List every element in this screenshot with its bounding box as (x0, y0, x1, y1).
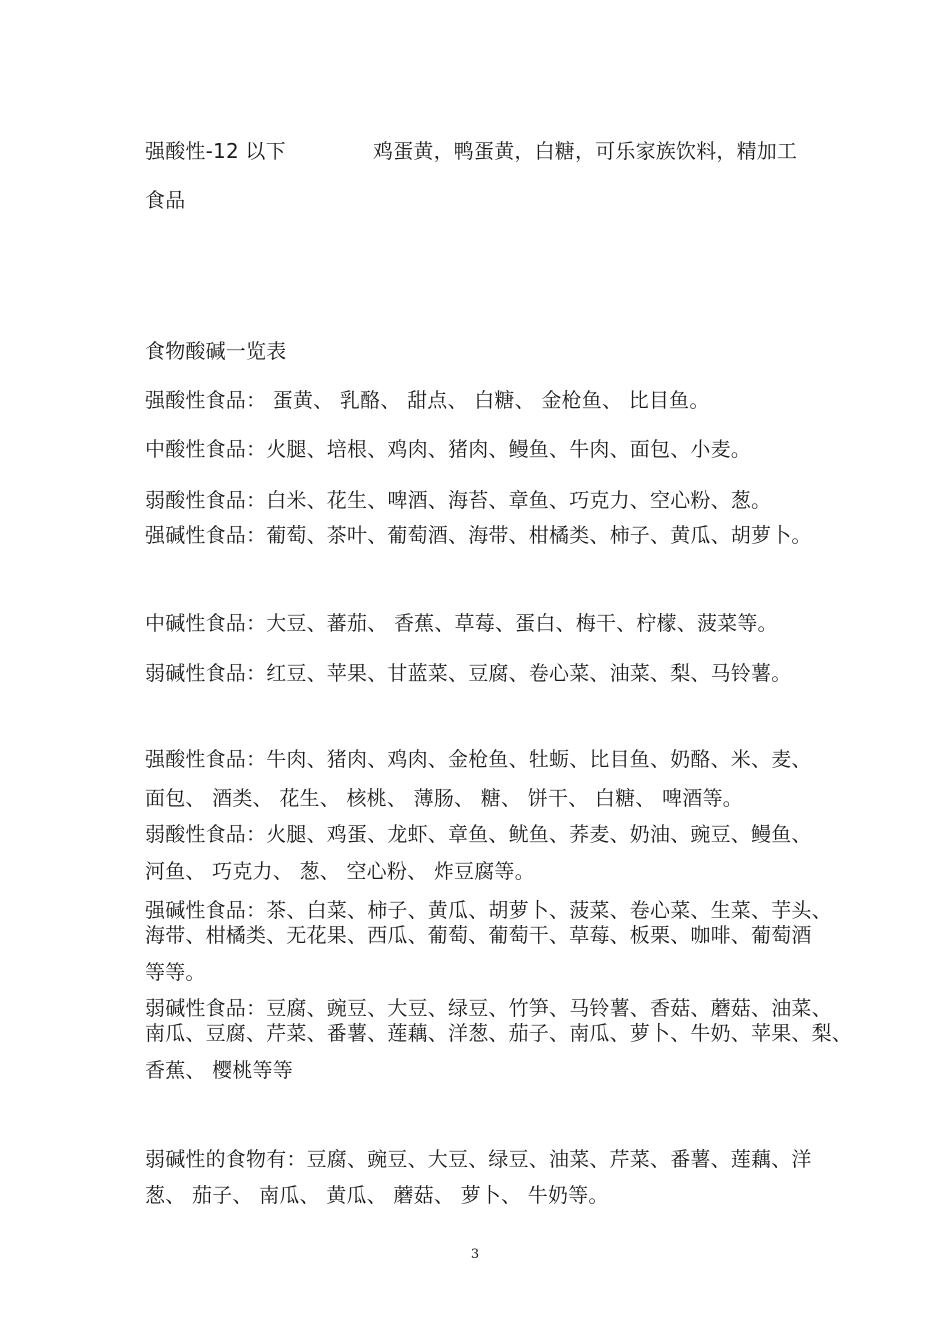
section-title: 食物酸碱一览表 (145, 339, 287, 363)
text-line: 弱酸性食品：火腿、鸡蛋、龙虾、章鱼、鱿鱼、荞麦、奶油、豌豆、鳗鱼、 (145, 822, 812, 846)
text-line: 中酸性食品：火腿、培根、鸡肉、猪肉、鳗鱼、牛肉、面包、小麦。 (145, 437, 751, 461)
text-line: 强碱性食品：葡萄、茶叶、葡萄酒、海带、柑橘类、柿子、黄瓜、胡萝卜。 (145, 523, 812, 547)
text-line: 南瓜、豆腐、芹菜、番薯、莲藕、洋葱、茄子、南瓜、萝卜、牛奶、苹果、梨、 (145, 1021, 852, 1045)
text-line: 弱碱性食品：豆腐、豌豆、大豆、绿豆、竹笋、马铃薯、香菇、蘑菇、油菜、 (145, 996, 832, 1020)
text-line: 香蕉、 樱桃等等 (145, 1058, 293, 1082)
intro-line (145, 139, 825, 163)
text-line: 等等。 (145, 960, 206, 984)
intro-text-continued: 食品 (145, 188, 186, 212)
page-number: 3 (470, 1247, 480, 1262)
intro-text: 鸡蛋黄，鸭蛋黄，白糖，可乐家族饮料，精加工 (373, 139, 798, 163)
text-line: 葱、 茄子、 南瓜、 黄瓜、 蘑菇、 萝卜、 牛奶等。 (145, 1183, 609, 1207)
text-line: 河鱼、 巧克力、 葱、 空心粉、 炸豆腐等。 (145, 859, 535, 883)
text-line: 中碱性食品：大豆、蕃茄、 香蕉、草莓、蛋白、梅干、柠檬、菠菜等。 (145, 611, 778, 635)
text-line: 强酸性食品： 蛋黄、 乳酪、 甜点、 白糖、 金枪鱼、 比目鱼。 (145, 388, 710, 412)
text-line: 强酸性食品：牛肉、猪肉、鸡肉、金枪鱼、牡蛎、比目鱼、奶酪、米、麦、 (145, 747, 812, 771)
text-line: 弱碱性的食物有：豆腐、豌豆、大豆、绿豆、油菜、芹菜、番薯、莲藕、洋 (145, 1147, 812, 1171)
text-line: 面包、 酒类、 花生、 核桃、 薄肠、 糖、 饼干、 白糖、 啤酒等。 (145, 786, 743, 810)
text-line: 海带、柑橘类、无花果、西瓜、葡萄、葡萄干、草莓、板栗、咖啡、葡萄酒 (145, 923, 812, 947)
text-line: 强碱性食品：茶、白菜、柿子、黄瓜、胡萝卜、菠菜、卷心菜、生菜、芋头、 (145, 898, 832, 922)
text-line: 弱碱性食品：红豆、苹果、甘蓝菜、豆腐、卷心菜、油菜、梨、马铃薯。 (145, 661, 792, 685)
intro-label: 强酸性-12 以下 (145, 139, 286, 163)
text-line: 弱酸性食品：白米、花生、啤酒、海苔、章鱼、巧克力、空心粉、葱。 (145, 488, 772, 512)
